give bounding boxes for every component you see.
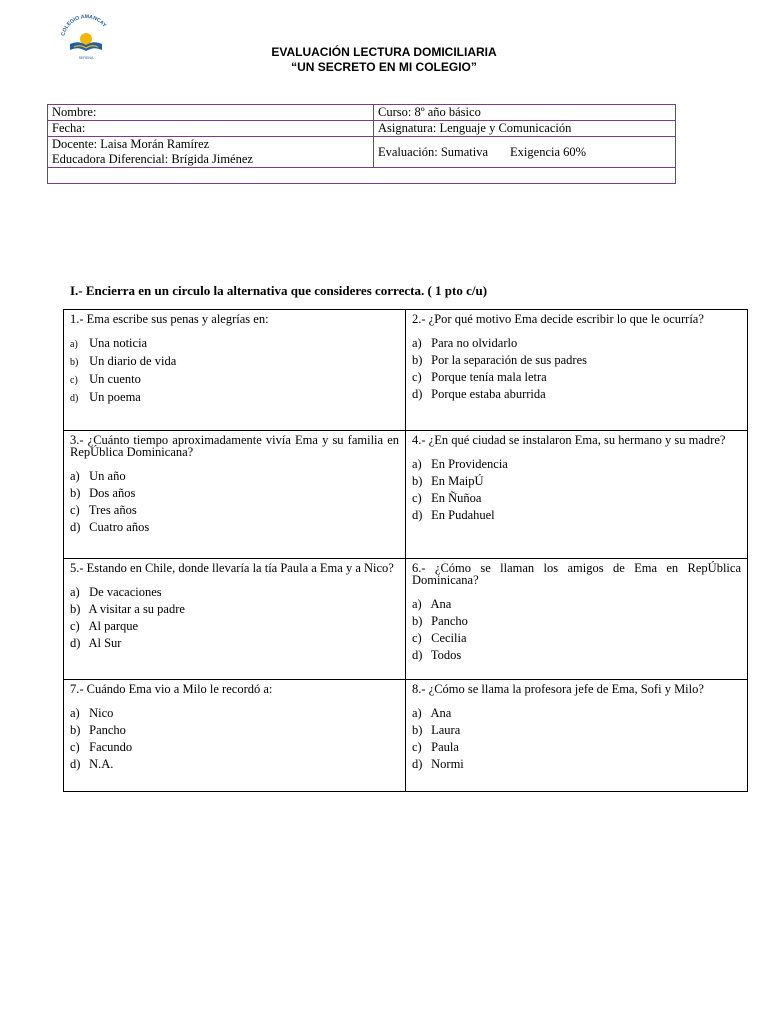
logo-text: COLEGIO AMANCAY	[60, 14, 108, 37]
question-cell	[406, 680, 748, 792]
questions-table	[63, 309, 748, 792]
educadora-label: Educadora Diferencial: Brígida Jiménez	[52, 152, 253, 166]
option-letter: d)	[70, 636, 81, 650]
option-text: Para no olvidarlo	[431, 336, 518, 350]
option-letter: d)	[412, 648, 423, 662]
option-text: Al parque	[88, 619, 139, 633]
option-text: Un año	[89, 469, 126, 483]
question-text: 5.- Estando en Chile, donde llevaría la tía Paula a Ema y a Nico?	[70, 561, 394, 575]
option-text: Normi	[431, 757, 464, 771]
option-text: Al Sur	[88, 636, 122, 650]
answer-option[interactable]	[412, 335, 741, 352]
option-letter: b)	[70, 357, 79, 368]
option-letter: c)	[412, 491, 422, 505]
option-letter: a)	[412, 706, 422, 720]
question-cell	[406, 559, 748, 680]
option-letter: b)	[70, 602, 81, 616]
option-letter: a)	[70, 339, 78, 350]
option-letter: d)	[412, 508, 423, 522]
blank-row	[48, 168, 676, 184]
page-subtitle: “UN SECRETO EN MI COLEGIO”	[291, 60, 477, 74]
answer-option[interactable]	[70, 601, 399, 618]
svg-text:COLEGIO AMANCAY	[60, 14, 107, 37]
option-letter: d)	[70, 520, 81, 534]
option-text: Un cuento	[89, 372, 141, 386]
option-letter: c)	[70, 740, 80, 754]
question-cell	[64, 680, 406, 792]
answer-option[interactable]	[70, 635, 399, 652]
option-text: En Providencia	[431, 457, 508, 471]
option-letter: c)	[412, 740, 422, 754]
question-cell	[64, 559, 406, 680]
option-text: Pancho	[89, 723, 126, 737]
option-letter: b)	[412, 614, 423, 628]
question-cell	[64, 431, 406, 559]
answer-option[interactable]	[70, 371, 399, 389]
answer-option[interactable]	[412, 722, 741, 739]
option-letter: a)	[412, 457, 422, 471]
option-text: Facundo	[89, 740, 133, 754]
option-text: Un diario de vida	[89, 354, 177, 368]
option-text: Por la separación de sus padres	[431, 353, 587, 367]
question-cell	[406, 431, 748, 559]
docente-label: Docente: Laisa Morán Ramírez	[52, 137, 210, 151]
option-letter: c)	[70, 503, 80, 517]
question-cell	[64, 310, 406, 431]
answer-option[interactable]	[412, 386, 741, 403]
answer-option[interactable]	[412, 369, 741, 386]
answer-option[interactable]	[70, 353, 399, 371]
option-letter: a)	[70, 469, 80, 483]
option-letter: b)	[412, 723, 423, 737]
option-text: Dos años	[89, 486, 136, 500]
answer-option[interactable]	[412, 507, 741, 524]
answer-option[interactable]	[412, 473, 741, 490]
answer-option[interactable]	[412, 490, 741, 507]
answer-option[interactable]	[70, 519, 399, 536]
option-letter: c)	[70, 619, 80, 633]
option-text: En Ñuñoa	[431, 491, 482, 505]
answer-option[interactable]	[412, 456, 741, 473]
nombre-field[interactable]: Nombre:	[48, 105, 374, 121]
answer-option[interactable]	[70, 335, 399, 353]
option-text: N.A.	[89, 757, 114, 771]
option-letter: a)	[70, 706, 80, 720]
answer-option[interactable]	[412, 705, 741, 722]
question-text: 1.- Ema escribe sus penas y alegrías en:	[70, 312, 269, 326]
option-letter: d)	[412, 757, 423, 771]
asignatura-field: Asignatura: Lenguaje y Comunicación	[374, 121, 676, 137]
option-text: A visitar a su padre	[88, 602, 185, 616]
teachers-cell	[48, 137, 374, 168]
option-text: Porque estaba aburrida	[431, 387, 546, 401]
answer-option[interactable]	[70, 618, 399, 635]
option-letter: d)	[412, 387, 423, 401]
question-text: 3.- ¿Cuánto tiempo aproximadamente vivía Ema y su familia en RepÚblica Dominicana?	[70, 433, 399, 459]
option-text: Nico	[89, 706, 114, 720]
answer-option[interactable]	[70, 722, 399, 739]
answer-option[interactable]	[412, 596, 741, 613]
answer-option[interactable]	[412, 613, 741, 630]
answer-option[interactable]	[70, 756, 399, 773]
answer-option[interactable]	[70, 502, 399, 519]
answer-option[interactable]	[70, 485, 399, 502]
answer-option[interactable]	[412, 630, 741, 647]
question-text: 8.- ¿Cómo se llama la profesora jefe de Ema, Sofi y Milo?	[412, 682, 704, 696]
option-letter: b)	[70, 486, 81, 500]
fecha-field[interactable]: Fecha:	[48, 121, 374, 137]
option-letter: c)	[412, 631, 422, 645]
evaluacion-label: Evaluación: Sumativa	[378, 144, 489, 159]
option-letter: d)	[70, 757, 81, 771]
option-letter: d)	[70, 393, 79, 404]
answer-option[interactable]	[412, 756, 741, 773]
option-text: Todos	[430, 648, 462, 662]
question-text: 7.- Cuándo Ema vio a Milo le recordó a:	[70, 682, 273, 696]
option-text: En Pudahuel	[431, 508, 495, 522]
option-text: Una noticia	[89, 336, 148, 350]
option-text: Cecilia	[431, 631, 467, 645]
question-text: 4.- ¿En qué ciudad se instalaron Ema, su hermano y su madre?	[412, 433, 726, 447]
curso-field: Curso: 8º año básico	[374, 105, 676, 121]
option-text: En MaipÚ	[431, 474, 484, 488]
student-info-table	[47, 104, 676, 184]
option-text: Ana	[430, 597, 452, 611]
answer-option[interactable]	[70, 584, 399, 601]
answer-option[interactable]	[70, 389, 399, 407]
answer-option[interactable]	[70, 739, 399, 756]
logo-bottom-text: SERENA	[78, 56, 94, 60]
option-letter: a)	[70, 585, 80, 599]
option-letter: b)	[412, 353, 423, 367]
option-text: Un poema	[89, 390, 141, 404]
page-title: EVALUACIÓN LECTURA DOMICILIARIA	[271, 45, 497, 59]
option-letter: b)	[70, 723, 81, 737]
option-text: Cuatro años	[89, 520, 150, 534]
option-letter: a)	[412, 597, 422, 611]
option-letter: b)	[412, 474, 423, 488]
exigencia-label: Exigencia 60%	[510, 144, 587, 159]
option-text: Tres años	[88, 503, 137, 517]
section-instructions: I.- Encierra en un circulo la alternativa que consideres correcta. ( 1 pto c/u)	[70, 283, 488, 298]
answer-option[interactable]	[70, 705, 399, 722]
option-letter: c)	[70, 375, 78, 386]
option-text: Paula	[431, 740, 459, 754]
answer-option[interactable]	[70, 468, 399, 485]
option-text: Laura	[431, 723, 461, 737]
question-text: 2.- ¿Por qué motivo Ema decide escribir lo que le ocurría?	[412, 312, 704, 326]
question-cell	[406, 310, 748, 431]
question-text: 6.- ¿Cómo se llaman los amigos de Ema en RepÚblica Dominicana?	[412, 561, 741, 587]
answer-option[interactable]	[412, 352, 741, 369]
answer-option[interactable]	[412, 739, 741, 756]
option-letter: c)	[412, 370, 422, 384]
option-text: Pancho	[431, 614, 468, 628]
option-letter: a)	[412, 336, 422, 350]
option-text: Ana	[430, 706, 452, 720]
option-text: De vacaciones	[89, 585, 162, 599]
option-text: Porque tenía mala letra	[431, 370, 547, 384]
evaluation-cell	[374, 137, 676, 168]
answer-option[interactable]	[412, 647, 741, 664]
